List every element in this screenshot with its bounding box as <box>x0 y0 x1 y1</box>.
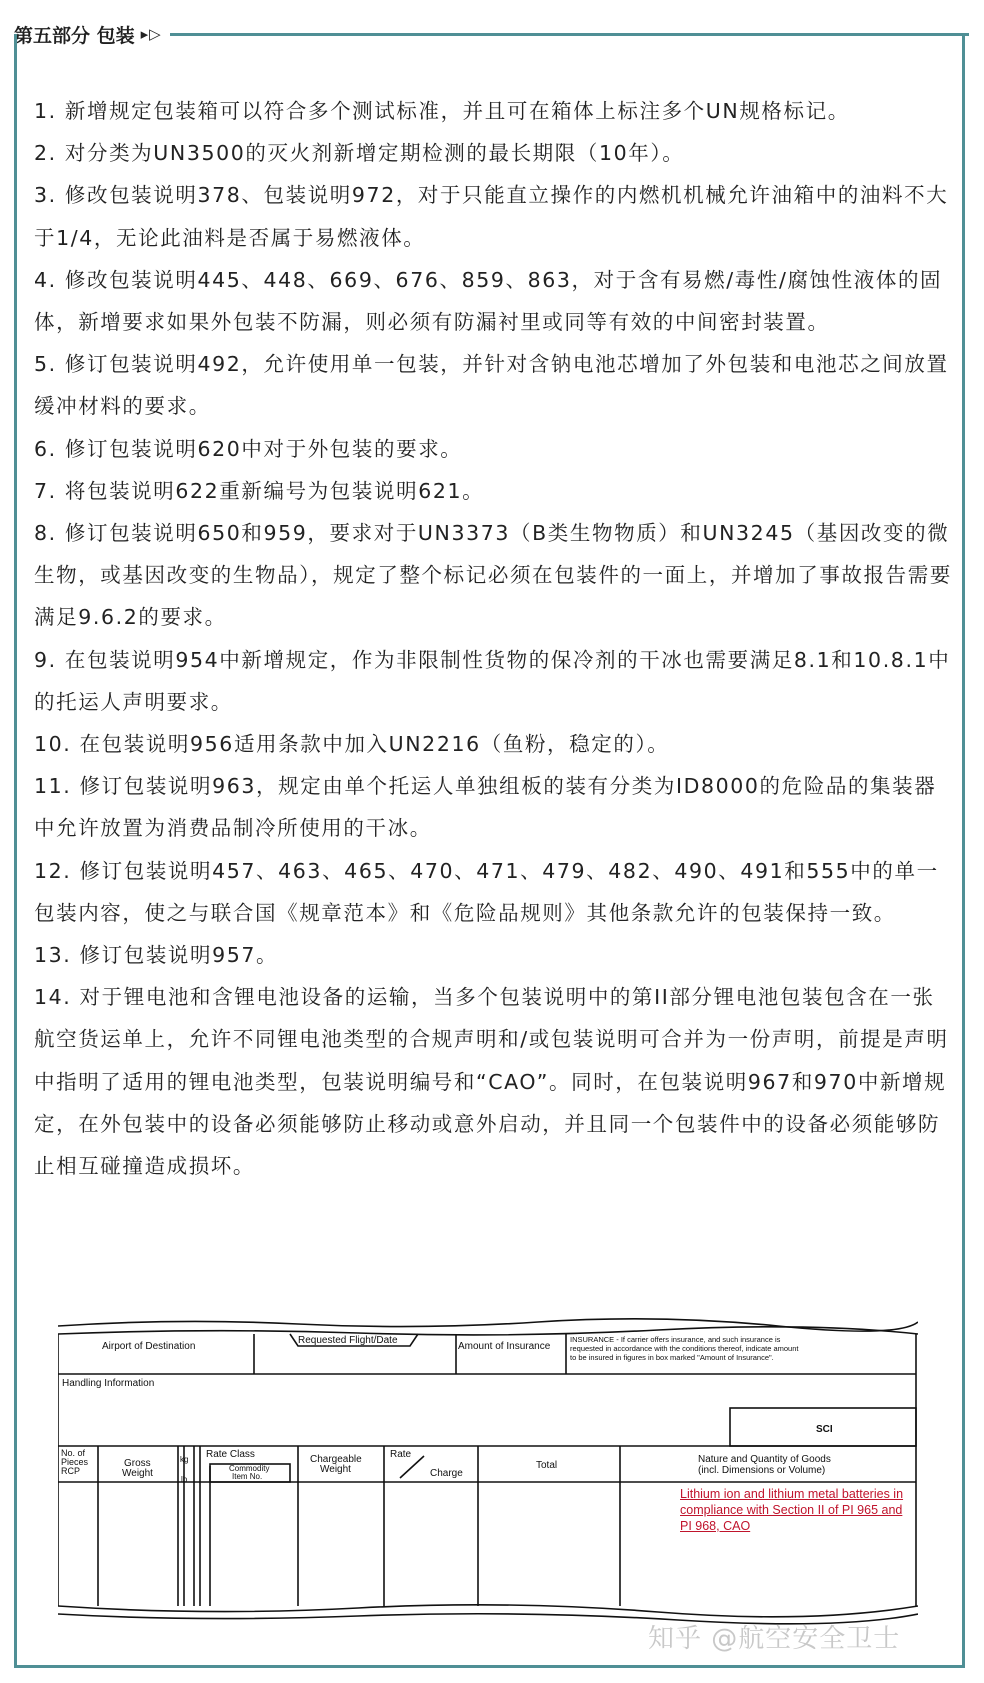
list-item: 5. 修订包装说明492，允许使用单一包装，并针对含钠电池芯增加了外包装和电池芯之间放置缓冲材料的要求。 <box>34 352 949 419</box>
list-item: 3. 修改包装说明378、包装说明972，对于只能直立操作的内燃机机械允许油箱中的油料不大于1/4，无论此油料是否属于易燃液体。 <box>34 183 949 250</box>
list-item: 10. 在包装说明956适用条款中加入UN2216（鱼粉，稳定的）。 <box>34 732 670 757</box>
list-item: 4. 修改包装说明445、448、669、676、859、863，对于含有易燃/毒性/腐蚀性液体的固体，新增要求如果外包装不防漏，则必须有防漏衬里或同等有效的中间密封装置。 <box>34 267 943 335</box>
section-title: 第五部分 包装 <box>14 24 135 47</box>
no-of-pieces-label-2: Pieces <box>61 1457 89 1467</box>
list-item: 1. 新增规定包装箱可以符合多个测试标准，并且可在箱体上标注多个UN规格标记。 <box>34 99 850 123</box>
commodity-label-1: Commodity <box>229 1464 270 1473</box>
list-item: 6. 修订包装说明620中对于外包装的要求。 <box>34 436 463 461</box>
arrow-icons: ▸▷ <box>140 25 162 43</box>
list-item: 2. 对分类为UN3500的灭火剂新增定期检测的最长期限（10年）。 <box>34 141 685 166</box>
no-of-pieces-label-3: RCP <box>61 1466 81 1476</box>
rate-label: Rate <box>390 1449 412 1460</box>
requested-flight-date-label: Requested Flight/Date <box>298 1335 398 1346</box>
packaging-changes-list <box>34 90 954 1187</box>
commodity-label-2: Item No. <box>232 1472 263 1481</box>
chargeable-weight-label-1: Chargeable <box>310 1454 362 1465</box>
list-item: 9. 在包装说明954中新增规定，作为非限制性货物的保冷剂的干冰也需要满足8.1和10.8.1中的托运人声明要求。 <box>34 647 951 714</box>
no-of-pieces-label-1: No. of <box>61 1448 86 1458</box>
rate-class-label: Rate Class <box>206 1449 255 1460</box>
lithium-battery-note: Lithium ion and lithium metal batteries in compliance with Section II of PI 965 and PI 968, CAO <box>680 1487 904 1533</box>
insurance-note-line-1: INSURANCE - If carrier offers insurance, and such insurance is <box>570 1335 781 1344</box>
list-item: 12. 修订包装说明457、463、465、470、471、479、482、490、491和555中的单一包装内容，使之与联合国《规章范本》和《危险品规则》其他条款允许的包装保持一致。 <box>34 858 939 925</box>
list-item: 8. 修订包装说明650和959，要求对于UN3373（B类生物物质）和UN3245（基因改变的微生物，或基因改变的生物品），规定了整个标记必须在包装件的一面上，并增加了事故报告需要满足9.6.2的要求。 <box>34 521 952 630</box>
nature-quantity-label-1: Nature and Quantity of Goods <box>698 1454 831 1465</box>
charge-label: Charge <box>430 1468 463 1479</box>
list-item: 13. 修订包装说明957。 <box>34 943 279 968</box>
airport-of-destination-label: Airport of Destination <box>102 1341 196 1352</box>
amount-of-insurance-label: Amount of Insurance <box>458 1341 551 1352</box>
gross-weight-label-2: Weight <box>122 1468 153 1479</box>
chargeable-weight-label-2: Weight <box>320 1464 351 1475</box>
lb-label: lb <box>181 1475 188 1484</box>
list-item: 7. 将包装说明622重新编号为包装说明621。 <box>34 478 485 503</box>
insurance-note-line-3: to be insured in figures in box marked "Amount of Insurance". <box>570 1353 774 1362</box>
air-waybill-form-image <box>58 1316 918 1634</box>
gross-weight-label-1: Gross <box>124 1458 151 1469</box>
list-item: 14. 对于锂电池和含锂电池设备的运输，当多个包装说明中的第II部分锂电池包装包含在一张航空货运单上，允许不同锂电池类型的合规声明和/或包装说明可合并为一份声明，前提是声明中指明了适用的锂电池类型，包装说明编号和“CAO”。同时，在包装说明967和970中新增规定，在外包装中的设备必须能够防止移动或意外启动，并且同一个包装件中的设备必须能够防止相互碰撞造成损坏。 <box>34 985 949 1179</box>
sci-label: SCI <box>816 1424 833 1435</box>
handling-information-label: Handling Information <box>62 1378 155 1389</box>
total-label: Total <box>536 1460 558 1471</box>
kg-label: kg <box>180 1455 189 1464</box>
list-item: 11. 修订包装说明963，规定由单个托运人单独组板的装有分类为ID8000的危险品的集装器中允许放置为消费品制冷所使用的干冰。 <box>34 774 937 841</box>
watermark: 知乎 @航空安全卫士 <box>648 1624 901 1654</box>
insurance-note-line-2: requested in accordance with the conditions thereof, indicate amount <box>570 1344 799 1353</box>
nature-quantity-label-2: (incl. Dimensions or Volume) <box>698 1465 826 1476</box>
